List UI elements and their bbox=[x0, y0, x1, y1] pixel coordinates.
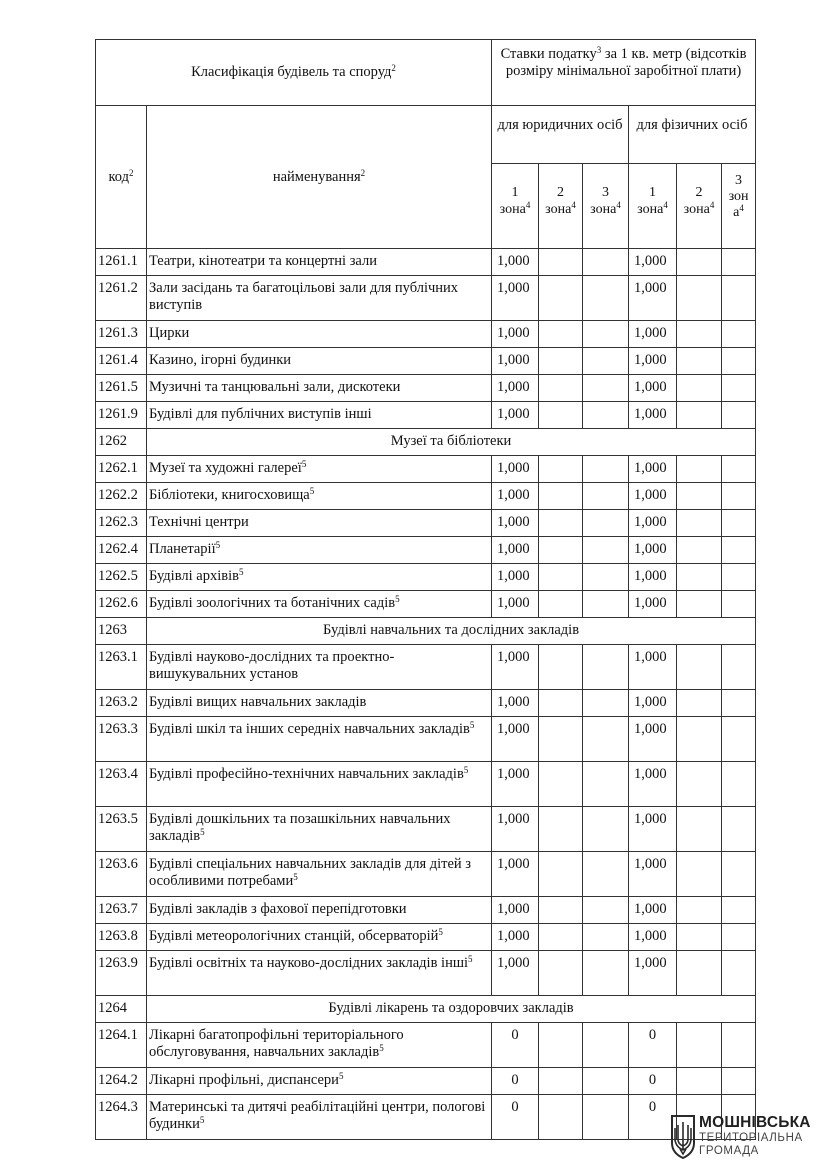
rate-empty-cell bbox=[539, 402, 583, 429]
rate-empty-cell bbox=[539, 951, 583, 996]
rate-empty-cell bbox=[583, 321, 629, 348]
rate-empty-cell bbox=[722, 321, 756, 348]
row-code: 1262.4 bbox=[96, 537, 147, 564]
rate-individual-zone1: 1,000 bbox=[629, 924, 677, 951]
row-name: Будівлі освітніх та науково-дослідних закладів інші$^5$ bbox=[147, 951, 492, 996]
rate-individual-zone1: 1,000 bbox=[629, 645, 677, 690]
rate-empty-cell bbox=[722, 762, 756, 807]
group-row bbox=[96, 618, 756, 645]
rate-individual-zone1: 1,000 bbox=[629, 717, 677, 762]
rate-empty-cell bbox=[539, 717, 583, 762]
rate-empty-cell bbox=[583, 852, 629, 897]
row-code: 1261.3 bbox=[96, 321, 147, 348]
rate-individual-zone1: 1,000 bbox=[629, 510, 677, 537]
row-code: 1262.3 bbox=[96, 510, 147, 537]
rate-empty-cell bbox=[722, 537, 756, 564]
rate-individual-zone1: 1,000 bbox=[629, 762, 677, 807]
row-name: Музичні та танцювальні зали, дискотеки bbox=[147, 375, 492, 402]
rate-individual-zone1: 1,000 bbox=[629, 375, 677, 402]
rate-empty-cell bbox=[539, 276, 583, 321]
row-code: 1262.1 bbox=[96, 456, 147, 483]
rate-empty-cell bbox=[722, 402, 756, 429]
rate-empty-cell bbox=[677, 762, 722, 807]
table-row bbox=[96, 456, 756, 483]
rate-empty-cell bbox=[539, 483, 583, 510]
row-name: Будівлі професійно-технічних навчальних закладів$^5$ bbox=[147, 762, 492, 807]
rate-legal-zone1: 1,000 bbox=[492, 510, 539, 537]
rate-legal-zone1: 1,000 bbox=[492, 348, 539, 375]
rate-empty-cell bbox=[677, 645, 722, 690]
rate-empty-cell bbox=[677, 852, 722, 897]
rate-legal-zone1: 1,000 bbox=[492, 645, 539, 690]
rate-empty-cell bbox=[539, 690, 583, 717]
rate-empty-cell bbox=[583, 249, 629, 276]
rate-legal-zone1: 0 bbox=[492, 1023, 539, 1068]
row-name: Будівлі вищих навчальних закладів bbox=[147, 690, 492, 717]
rate-empty-cell bbox=[677, 807, 722, 852]
row-code: 1264.3 bbox=[96, 1095, 147, 1140]
rate-individual-zone1: 1,000 bbox=[629, 951, 677, 996]
rate-empty-cell bbox=[677, 924, 722, 951]
rate-legal-zone1: 1,000 bbox=[492, 402, 539, 429]
table-row bbox=[96, 321, 756, 348]
table-row bbox=[96, 645, 756, 690]
logo-subtitle-1: ТЕРИТОРІАЛЬНА bbox=[699, 1132, 803, 1144]
rate-individual-zone1: 1,000 bbox=[629, 276, 677, 321]
code-column-header: код$^2$ bbox=[96, 106, 147, 249]
table-row bbox=[96, 717, 756, 762]
classification-header: Класифікація будівель та споруд$^2$ bbox=[96, 40, 492, 106]
rate-empty-cell bbox=[583, 645, 629, 690]
table-row bbox=[96, 690, 756, 717]
row-code: 1261.9 bbox=[96, 402, 147, 429]
rate-empty-cell bbox=[677, 510, 722, 537]
zone-header: 2 зона$^4$ bbox=[677, 164, 722, 249]
rate-empty-cell bbox=[677, 951, 722, 996]
rate-legal-zone1: 0 bbox=[492, 1095, 539, 1140]
rate-legal-zone1: 1,000 bbox=[492, 807, 539, 852]
table-row bbox=[96, 1095, 756, 1140]
rate-empty-cell bbox=[583, 375, 629, 402]
rate-individual-zone1: 1,000 bbox=[629, 249, 677, 276]
rate-empty-cell bbox=[722, 510, 756, 537]
rate-empty-cell bbox=[539, 348, 583, 375]
row-name: Будівлі дошкільних та позашкільних навчальних закладів$^5$ bbox=[147, 807, 492, 852]
rate-empty-cell bbox=[722, 924, 756, 951]
table-row bbox=[96, 852, 756, 897]
rate-empty-cell bbox=[677, 591, 722, 618]
rate-header: Ставки податку$^3$ за 1 кв. метр (відсотків розміру мінімальної заробітної плати) bbox=[492, 40, 756, 106]
rate-individual-zone1: 1,000 bbox=[629, 591, 677, 618]
rate-empty-cell bbox=[583, 591, 629, 618]
rate-empty-cell bbox=[722, 1068, 756, 1095]
table-row bbox=[96, 510, 756, 537]
rate-empty-cell bbox=[583, 510, 629, 537]
rate-legal-zone1: 1,000 bbox=[492, 321, 539, 348]
rate-empty-cell bbox=[722, 276, 756, 321]
zone-header: 2 зона$^4$ bbox=[539, 164, 583, 249]
rate-legal-zone1: 1,000 bbox=[492, 483, 539, 510]
row-code: 1263.8 bbox=[96, 924, 147, 951]
rate-empty-cell bbox=[722, 249, 756, 276]
rate-empty-cell bbox=[722, 348, 756, 375]
zone-header: 1 зона$^4$ bbox=[492, 164, 539, 249]
table-row bbox=[96, 1068, 756, 1095]
row-name: Будівлі науково-дослідних та проектно-вишукувальних установ bbox=[147, 645, 492, 690]
logo-subtitle-2: ГРОМАДА bbox=[699, 1145, 759, 1157]
rate-empty-cell bbox=[722, 375, 756, 402]
rate-legal-zone1: 1,000 bbox=[492, 951, 539, 996]
row-code: 1263.7 bbox=[96, 897, 147, 924]
rate-individual-zone1: 1,000 bbox=[629, 564, 677, 591]
group-code: 1264 bbox=[96, 996, 147, 1023]
rate-empty-cell bbox=[539, 1095, 583, 1140]
table-row bbox=[96, 249, 756, 276]
group-title: Музеї та бібліотеки bbox=[147, 429, 756, 456]
row-name: Бібліотеки, книгосховища$^5$ bbox=[147, 483, 492, 510]
rate-empty-cell bbox=[583, 717, 629, 762]
rate-empty-cell bbox=[583, 1023, 629, 1068]
rate-empty-cell bbox=[677, 537, 722, 564]
rate-legal-zone1: 1,000 bbox=[492, 852, 539, 897]
rate-empty-cell bbox=[722, 690, 756, 717]
rate-legal-zone1: 1,000 bbox=[492, 276, 539, 321]
rate-individual-zone1: 1,000 bbox=[629, 537, 677, 564]
rate-legal-zone1: 1,000 bbox=[492, 897, 539, 924]
rate-empty-cell bbox=[539, 762, 583, 807]
rate-legal-zone1: 0 bbox=[492, 1068, 539, 1095]
rate-individual-zone1: 1,000 bbox=[629, 807, 677, 852]
row-code: 1263.9 bbox=[96, 951, 147, 996]
rate-empty-cell bbox=[583, 690, 629, 717]
individuals-header: для фізичних осіб bbox=[629, 106, 756, 164]
rate-individual-zone1: 0 bbox=[629, 1095, 677, 1140]
rate-empty-cell bbox=[677, 375, 722, 402]
rate-empty-cell bbox=[677, 483, 722, 510]
group-title: Будівлі навчальних та дослідних закладів bbox=[147, 618, 756, 645]
row-code: 1262.5 bbox=[96, 564, 147, 591]
rate-empty-cell bbox=[539, 510, 583, 537]
row-name: Театри, кінотеатри та концертні зали bbox=[147, 249, 492, 276]
row-code: 1261.1 bbox=[96, 249, 147, 276]
rate-empty-cell bbox=[539, 591, 583, 618]
rate-empty-cell bbox=[722, 591, 756, 618]
tax-rates-table bbox=[95, 39, 756, 1140]
row-name: Лікарні профільні, диспансери$^5$ bbox=[147, 1068, 492, 1095]
rate-empty-cell bbox=[677, 1068, 722, 1095]
rate-legal-zone1: 1,000 bbox=[492, 375, 539, 402]
rate-empty-cell bbox=[539, 456, 583, 483]
legal-entities-header: для юридичних осіб bbox=[492, 106, 629, 164]
table-row bbox=[96, 375, 756, 402]
rate-empty-cell bbox=[539, 375, 583, 402]
row-code: 1263.2 bbox=[96, 690, 147, 717]
table-row bbox=[96, 591, 756, 618]
rate-empty-cell bbox=[583, 924, 629, 951]
row-code: 1264.1 bbox=[96, 1023, 147, 1068]
row-name: Будівлі метеорологічних станцій, обсерваторій$^5$ bbox=[147, 924, 492, 951]
row-code: 1263.1 bbox=[96, 645, 147, 690]
table-row bbox=[96, 348, 756, 375]
rate-individual-zone1: 1,000 bbox=[629, 852, 677, 897]
row-name: Будівлі закладів з фахової перепідготовки bbox=[147, 897, 492, 924]
rate-individual-zone1: 1,000 bbox=[629, 897, 677, 924]
table-row bbox=[96, 276, 756, 321]
rate-empty-cell bbox=[722, 807, 756, 852]
rate-empty-cell bbox=[583, 807, 629, 852]
rate-empty-cell bbox=[677, 402, 722, 429]
rate-empty-cell bbox=[539, 249, 583, 276]
group-code: 1262 bbox=[96, 429, 147, 456]
group-code: 1263 bbox=[96, 618, 147, 645]
rate-empty-cell bbox=[583, 402, 629, 429]
rate-legal-zone1: 1,000 bbox=[492, 537, 539, 564]
rate-empty-cell bbox=[722, 717, 756, 762]
rate-empty-cell bbox=[539, 321, 583, 348]
rate-empty-cell bbox=[722, 852, 756, 897]
table-row bbox=[96, 564, 756, 591]
rate-empty-cell bbox=[722, 456, 756, 483]
rate-legal-zone1: 1,000 bbox=[492, 564, 539, 591]
table-row bbox=[96, 897, 756, 924]
zone-header: 1 зона$^4$ bbox=[629, 164, 677, 249]
rate-empty-cell bbox=[677, 249, 722, 276]
rate-empty-cell bbox=[583, 1095, 629, 1140]
table-row bbox=[96, 402, 756, 429]
row-code: 1263.4 bbox=[96, 762, 147, 807]
row-code: 1261.2 bbox=[96, 276, 147, 321]
rate-empty-cell bbox=[583, 897, 629, 924]
row-code: 1262.6 bbox=[96, 591, 147, 618]
rate-empty-cell bbox=[539, 564, 583, 591]
rate-empty-cell bbox=[539, 852, 583, 897]
rate-legal-zone1: 1,000 bbox=[492, 591, 539, 618]
group-row bbox=[96, 996, 756, 1023]
rate-empty-cell bbox=[539, 1023, 583, 1068]
rate-individual-zone1: 1,000 bbox=[629, 402, 677, 429]
rate-individual-zone1: 1,000 bbox=[629, 321, 677, 348]
rate-individual-zone1: 0 bbox=[629, 1023, 677, 1068]
rate-empty-cell bbox=[583, 456, 629, 483]
rate-empty-cell bbox=[722, 645, 756, 690]
rate-empty-cell bbox=[722, 1023, 756, 1068]
rate-empty-cell bbox=[722, 483, 756, 510]
community-logo bbox=[670, 1113, 820, 1163]
row-name: Музеї та художні галереї$^5$ bbox=[147, 456, 492, 483]
rate-empty-cell bbox=[539, 537, 583, 564]
rate-empty-cell bbox=[722, 564, 756, 591]
row-name: Будівлі зоологічних та ботанічних садів$^5$ bbox=[147, 591, 492, 618]
rate-empty-cell bbox=[583, 348, 629, 375]
zone-header: 3 зона$^4$ bbox=[583, 164, 629, 249]
rate-empty-cell bbox=[677, 717, 722, 762]
row-name: Будівлі спеціальних навчальних закладів для дітей з особливими потребами$^5$ bbox=[147, 852, 492, 897]
row-name: Материнські та дитячі реабілітаційні центри, пологові будинки$^5$ bbox=[147, 1095, 492, 1140]
table-row bbox=[96, 1023, 756, 1068]
row-name: Казино, ігорні будинки bbox=[147, 348, 492, 375]
row-code: 1264.2 bbox=[96, 1068, 147, 1095]
table-row bbox=[96, 537, 756, 564]
rate-individual-zone1: 1,000 bbox=[629, 456, 677, 483]
row-code: 1261.4 bbox=[96, 348, 147, 375]
rate-individual-zone1: 1,000 bbox=[629, 483, 677, 510]
rate-empty-cell bbox=[677, 1023, 722, 1068]
rate-empty-cell bbox=[677, 564, 722, 591]
group-title: Будівлі лікарень та оздоровчих закладів bbox=[147, 996, 756, 1023]
row-name: Технічні центри bbox=[147, 510, 492, 537]
row-code: 1261.5 bbox=[96, 375, 147, 402]
rate-empty-cell bbox=[539, 807, 583, 852]
trident-emblem-icon bbox=[670, 1113, 696, 1159]
rate-legal-zone1: 1,000 bbox=[492, 690, 539, 717]
rate-legal-zone1: 1,000 bbox=[492, 717, 539, 762]
rate-empty-cell bbox=[583, 762, 629, 807]
row-name: Планетарії$^5$ bbox=[147, 537, 492, 564]
row-name: Будівлі шкіл та інших середніх навчальних закладів$^5$ bbox=[147, 717, 492, 762]
rate-legal-zone1: 1,000 bbox=[492, 456, 539, 483]
rate-legal-zone1: 1,000 bbox=[492, 762, 539, 807]
row-code: 1263.3 bbox=[96, 717, 147, 762]
row-name: Будівлі архівів$^5$ bbox=[147, 564, 492, 591]
rate-empty-cell bbox=[583, 537, 629, 564]
table-row bbox=[96, 807, 756, 852]
row-code: 1262.2 bbox=[96, 483, 147, 510]
rate-empty-cell bbox=[722, 951, 756, 996]
rate-individual-zone1: 1,000 bbox=[629, 690, 677, 717]
row-code: 1263.6 bbox=[96, 852, 147, 897]
rate-empty-cell bbox=[583, 276, 629, 321]
zone-header: 3 зон $а^4$ bbox=[722, 164, 756, 249]
rate-individual-zone1: 1,000 bbox=[629, 348, 677, 375]
rate-empty-cell bbox=[677, 897, 722, 924]
rate-empty-cell bbox=[539, 645, 583, 690]
table-row bbox=[96, 951, 756, 996]
rate-empty-cell bbox=[677, 348, 722, 375]
name-column-header: найменування$^2$ bbox=[147, 106, 492, 249]
rate-empty-cell bbox=[539, 897, 583, 924]
rate-empty-cell bbox=[677, 321, 722, 348]
logo-title: МОШНІВСЬКА bbox=[699, 1114, 811, 1131]
rate-empty-cell bbox=[677, 276, 722, 321]
rate-legal-zone1: 1,000 bbox=[492, 249, 539, 276]
rate-empty-cell bbox=[583, 564, 629, 591]
row-name: Цирки bbox=[147, 321, 492, 348]
table-row bbox=[96, 924, 756, 951]
rate-legal-zone1: 1,000 bbox=[492, 924, 539, 951]
rate-empty-cell bbox=[677, 690, 722, 717]
row-name: Будівлі для публічних виступів інші bbox=[147, 402, 492, 429]
table-row bbox=[96, 483, 756, 510]
rate-empty-cell bbox=[583, 483, 629, 510]
rate-empty-cell bbox=[539, 924, 583, 951]
row-name: Зали засідань та багатоцільові зали для публічних виступів bbox=[147, 276, 492, 321]
rate-empty-cell bbox=[583, 1068, 629, 1095]
rate-empty-cell bbox=[722, 897, 756, 924]
rate-empty-cell bbox=[583, 951, 629, 996]
row-code: 1263.5 bbox=[96, 807, 147, 852]
row-name: Лікарні багатопрофільні територіального обслуговування, навчальних закладів$^5$ bbox=[147, 1023, 492, 1068]
rate-individual-zone1: 0 bbox=[629, 1068, 677, 1095]
rate-empty-cell bbox=[539, 1068, 583, 1095]
table-row bbox=[96, 762, 756, 807]
rate-empty-cell bbox=[677, 456, 722, 483]
group-row bbox=[96, 429, 756, 456]
